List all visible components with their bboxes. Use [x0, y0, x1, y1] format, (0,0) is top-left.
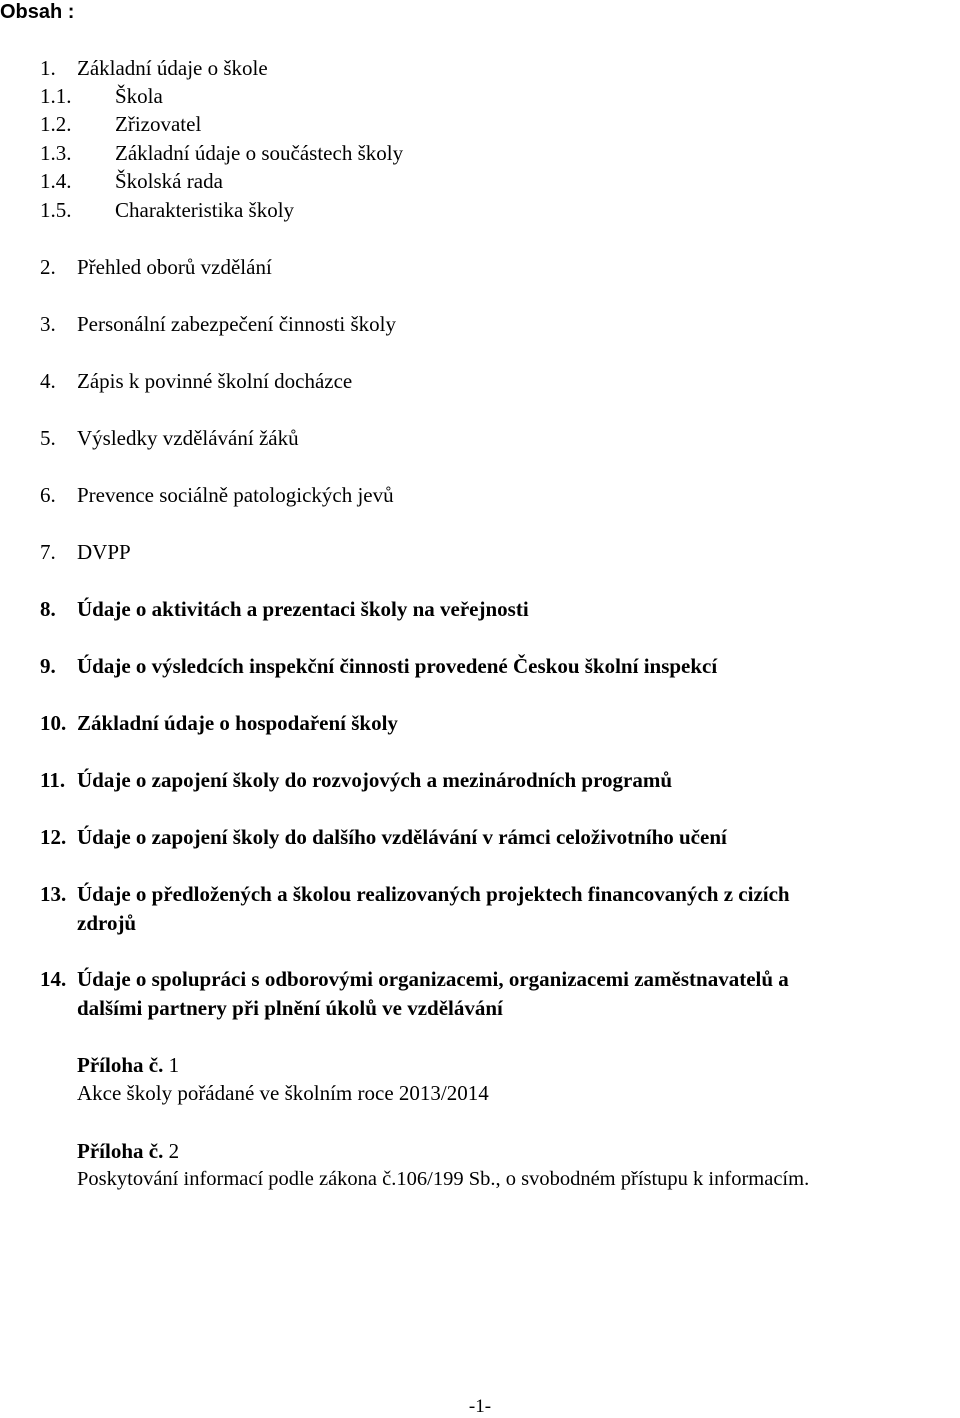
toc-title: Prevence sociálně patologických jevů [77, 483, 394, 507]
page-heading: Obsah : [0, 1, 75, 23]
toc-title: Základní údaje o hospodaření školy [77, 711, 398, 735]
toc-number: 12. [40, 825, 67, 849]
toc-number: 1.2. [40, 112, 72, 136]
toc-title-continuation: dalšími partnery při plnění úkolů ve vzdělávání [77, 996, 503, 1020]
toc-title: Personální zabezpečení činnosti školy [77, 312, 396, 336]
toc-number: 11. [40, 768, 66, 792]
toc-title: Přehled oborů vzdělání [77, 255, 272, 279]
toc-title: Údaje o předložených a školou realizovaných projektech financovaných z cizích [77, 882, 790, 906]
toc-number: 7. [40, 540, 56, 564]
toc-number: 10. [40, 711, 67, 735]
toc-title: Údaje o spolupráci s odborovými organizacemi, organizacemi zaměstnavatelů a [77, 967, 789, 991]
appendix-2-label [77, 1139, 179, 1163]
page-number: -1- [468, 1396, 492, 1417]
toc-number: 5. [40, 426, 56, 450]
toc-title: Údaje o aktivitách a prezentaci školy na veřejnosti [77, 597, 529, 621]
toc-title: Údaje o zapojení školy do dalšího vzdělávání v rámci celoživotního učení [77, 825, 727, 849]
toc-title: Údaje o výsledcích inspekční činnosti provedené Českou školní inspekcí [77, 654, 718, 678]
appendix-1-label [77, 1053, 179, 1077]
toc-number: 2. [40, 255, 56, 279]
toc-title: DVPP [77, 540, 131, 564]
toc-entry-14-continuation [77, 996, 503, 1020]
appendix-number: 1 [168, 1053, 180, 1077]
appendix-label: Příloha č. [77, 1053, 164, 1077]
toc-title: Škola [115, 84, 163, 108]
toc-number: 1.1. [40, 84, 72, 108]
toc-title: Zápis k povinné školní docházce [77, 369, 353, 393]
toc-entry-13-continuation [77, 911, 136, 935]
toc-number: 8. [40, 597, 56, 621]
toc-number: 1.4. [40, 169, 72, 193]
toc-number: 6. [40, 483, 56, 507]
toc-number: 14. [40, 967, 67, 991]
toc-title: Výsledky vzdělávání žáků [77, 426, 299, 450]
toc-title: Školská rada [115, 169, 223, 193]
toc-title: Zřizovatel [115, 112, 202, 136]
toc-title: Základní údaje o součástech školy [115, 141, 404, 165]
appendix-2-description: Poskytování informací podle zákona č.106/199 Sb., o svobodném přístupu k informacím. [77, 1168, 810, 1190]
toc-title: Základní údaje o škole [77, 56, 268, 80]
toc-number: 9. [40, 654, 56, 678]
toc-title-continuation: zdrojů [77, 911, 137, 935]
toc-number: 3. [40, 312, 56, 336]
toc-title: Charakteristika školy [115, 198, 295, 222]
appendix-number: 2 [168, 1139, 180, 1163]
toc-number: 4. [40, 369, 56, 393]
toc-number: 13. [40, 882, 67, 906]
toc-number: 1.3. [40, 141, 72, 165]
toc-number: 1. [40, 56, 56, 80]
toc-title: Údaje o zapojení školy do rozvojových a mezinárodních programů [77, 768, 673, 792]
appendix-1-description: Akce školy pořádané ve školním roce 2013/2014 [77, 1081, 489, 1105]
appendix-label: Příloha č. [77, 1139, 164, 1163]
toc-number: 1.5. [40, 198, 72, 222]
